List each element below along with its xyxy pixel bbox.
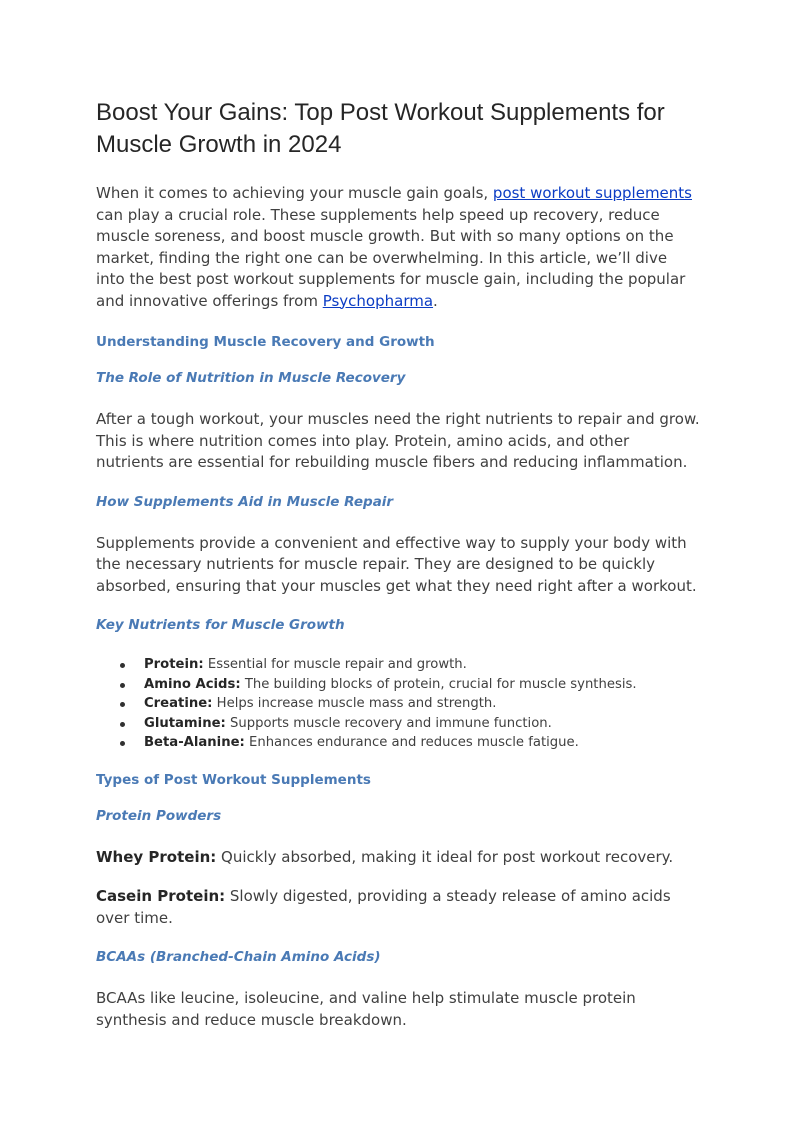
list-item-term: Beta-Alanine: [144, 735, 245, 751]
list-item-term: Protein: [144, 657, 204, 672]
whey-protein-paragraph [96, 847, 700, 869]
whey-protein-term: Whey Protein: [96, 847, 217, 866]
section-heading-supplement-types: Types of Post Workout Supplements [96, 771, 371, 788]
list-item-desc: Enhances endurance and reduces muscle fatigue. [244, 735, 579, 751]
bcaas-paragraph: BCAAs like leucine, isoleucine, and valine help stimulate muscle protein synthesis and reduce muscle breakdown. [96, 989, 636, 1029]
whey-protein-desc: Quickly absorbed, making it ideal for post workout recovery. [216, 847, 674, 866]
list-item-desc: Essential for muscle repair and growth. [203, 657, 467, 672]
psychopharma-link[interactable]: Psychopharma [322, 291, 434, 310]
list-item [144, 675, 700, 695]
subheading-bcaas: BCAAs (Branched-Chain Amino Acids) [96, 949, 381, 966]
subheading-supplements-repair: How Supplements Aid in Muscle Repair [96, 493, 394, 510]
list-item [144, 733, 700, 753]
nutrition-paragraph: After a tough workout, your muscles need the right nutrients to repair and grow. This is where nutrition comes into play. Protein, amino acids, and other nutrients are essential for rebuilding muscle fibers and reducing inflammation. [96, 410, 700, 471]
post-workout-supplements-link[interactable]: post workout supplements [492, 184, 692, 202]
list-item-term: Amino Acids: [144, 676, 241, 692]
subheading-protein-powders: Protein Powders [96, 807, 222, 824]
subheading-nutrition-role: The Role of Nutrition in Muscle Recovery [96, 370, 406, 386]
intro-text-middle: can play a crucial role. These supplements help speed up recovery, reduce muscle soreness, and boost muscle growth. But with so many options on the market, finding the right one can be overwhelming. In this article, we’ll dive into the best post workout supplements for muscle gain, including the popular and innovative offerings from [96, 205, 686, 310]
page-title: Boost Your Gains: Top Post Workout Supplements for Muscle Growth in 2024 [96, 99, 665, 158]
list-item-desc: Helps increase muscle mass and strength. [212, 696, 497, 712]
list-item-desc: The building blocks of protein, crucial for muscle synthesis. [240, 676, 637, 692]
key-nutrients-list [96, 655, 700, 753]
subheading-key-nutrients: Key Nutrients for Muscle Growth [96, 617, 345, 633]
supplements-paragraph: Supplements provide a convenient and effective way to supply your body with the necessary nutrients for muscle repair. They are designed to be quickly absorbed, ensuring that your muscles get what they need right after a workout. [96, 533, 697, 595]
list-item [144, 655, 700, 675]
intro-text-end: . [433, 291, 438, 310]
list-item [144, 714, 700, 734]
list-item-term: Glutamine: [144, 715, 226, 731]
section-heading-muscle-recovery: Understanding Muscle Recovery and Growth [96, 334, 435, 350]
intro-text-start: When it comes to achieving your muscle gain goals, [96, 184, 493, 202]
list-item [144, 694, 700, 714]
casein-protein-term: Casein Protein: [96, 887, 226, 906]
casein-protein-desc: Slowly digested, providing a steady release of amino acids over time. [96, 887, 671, 927]
list-item-desc: Supports muscle recovery and immune function. [225, 715, 552, 731]
list-item-term: Creatine: [144, 696, 213, 712]
casein-protein-paragraph [96, 886, 700, 929]
intro-paragraph [96, 183, 700, 312]
